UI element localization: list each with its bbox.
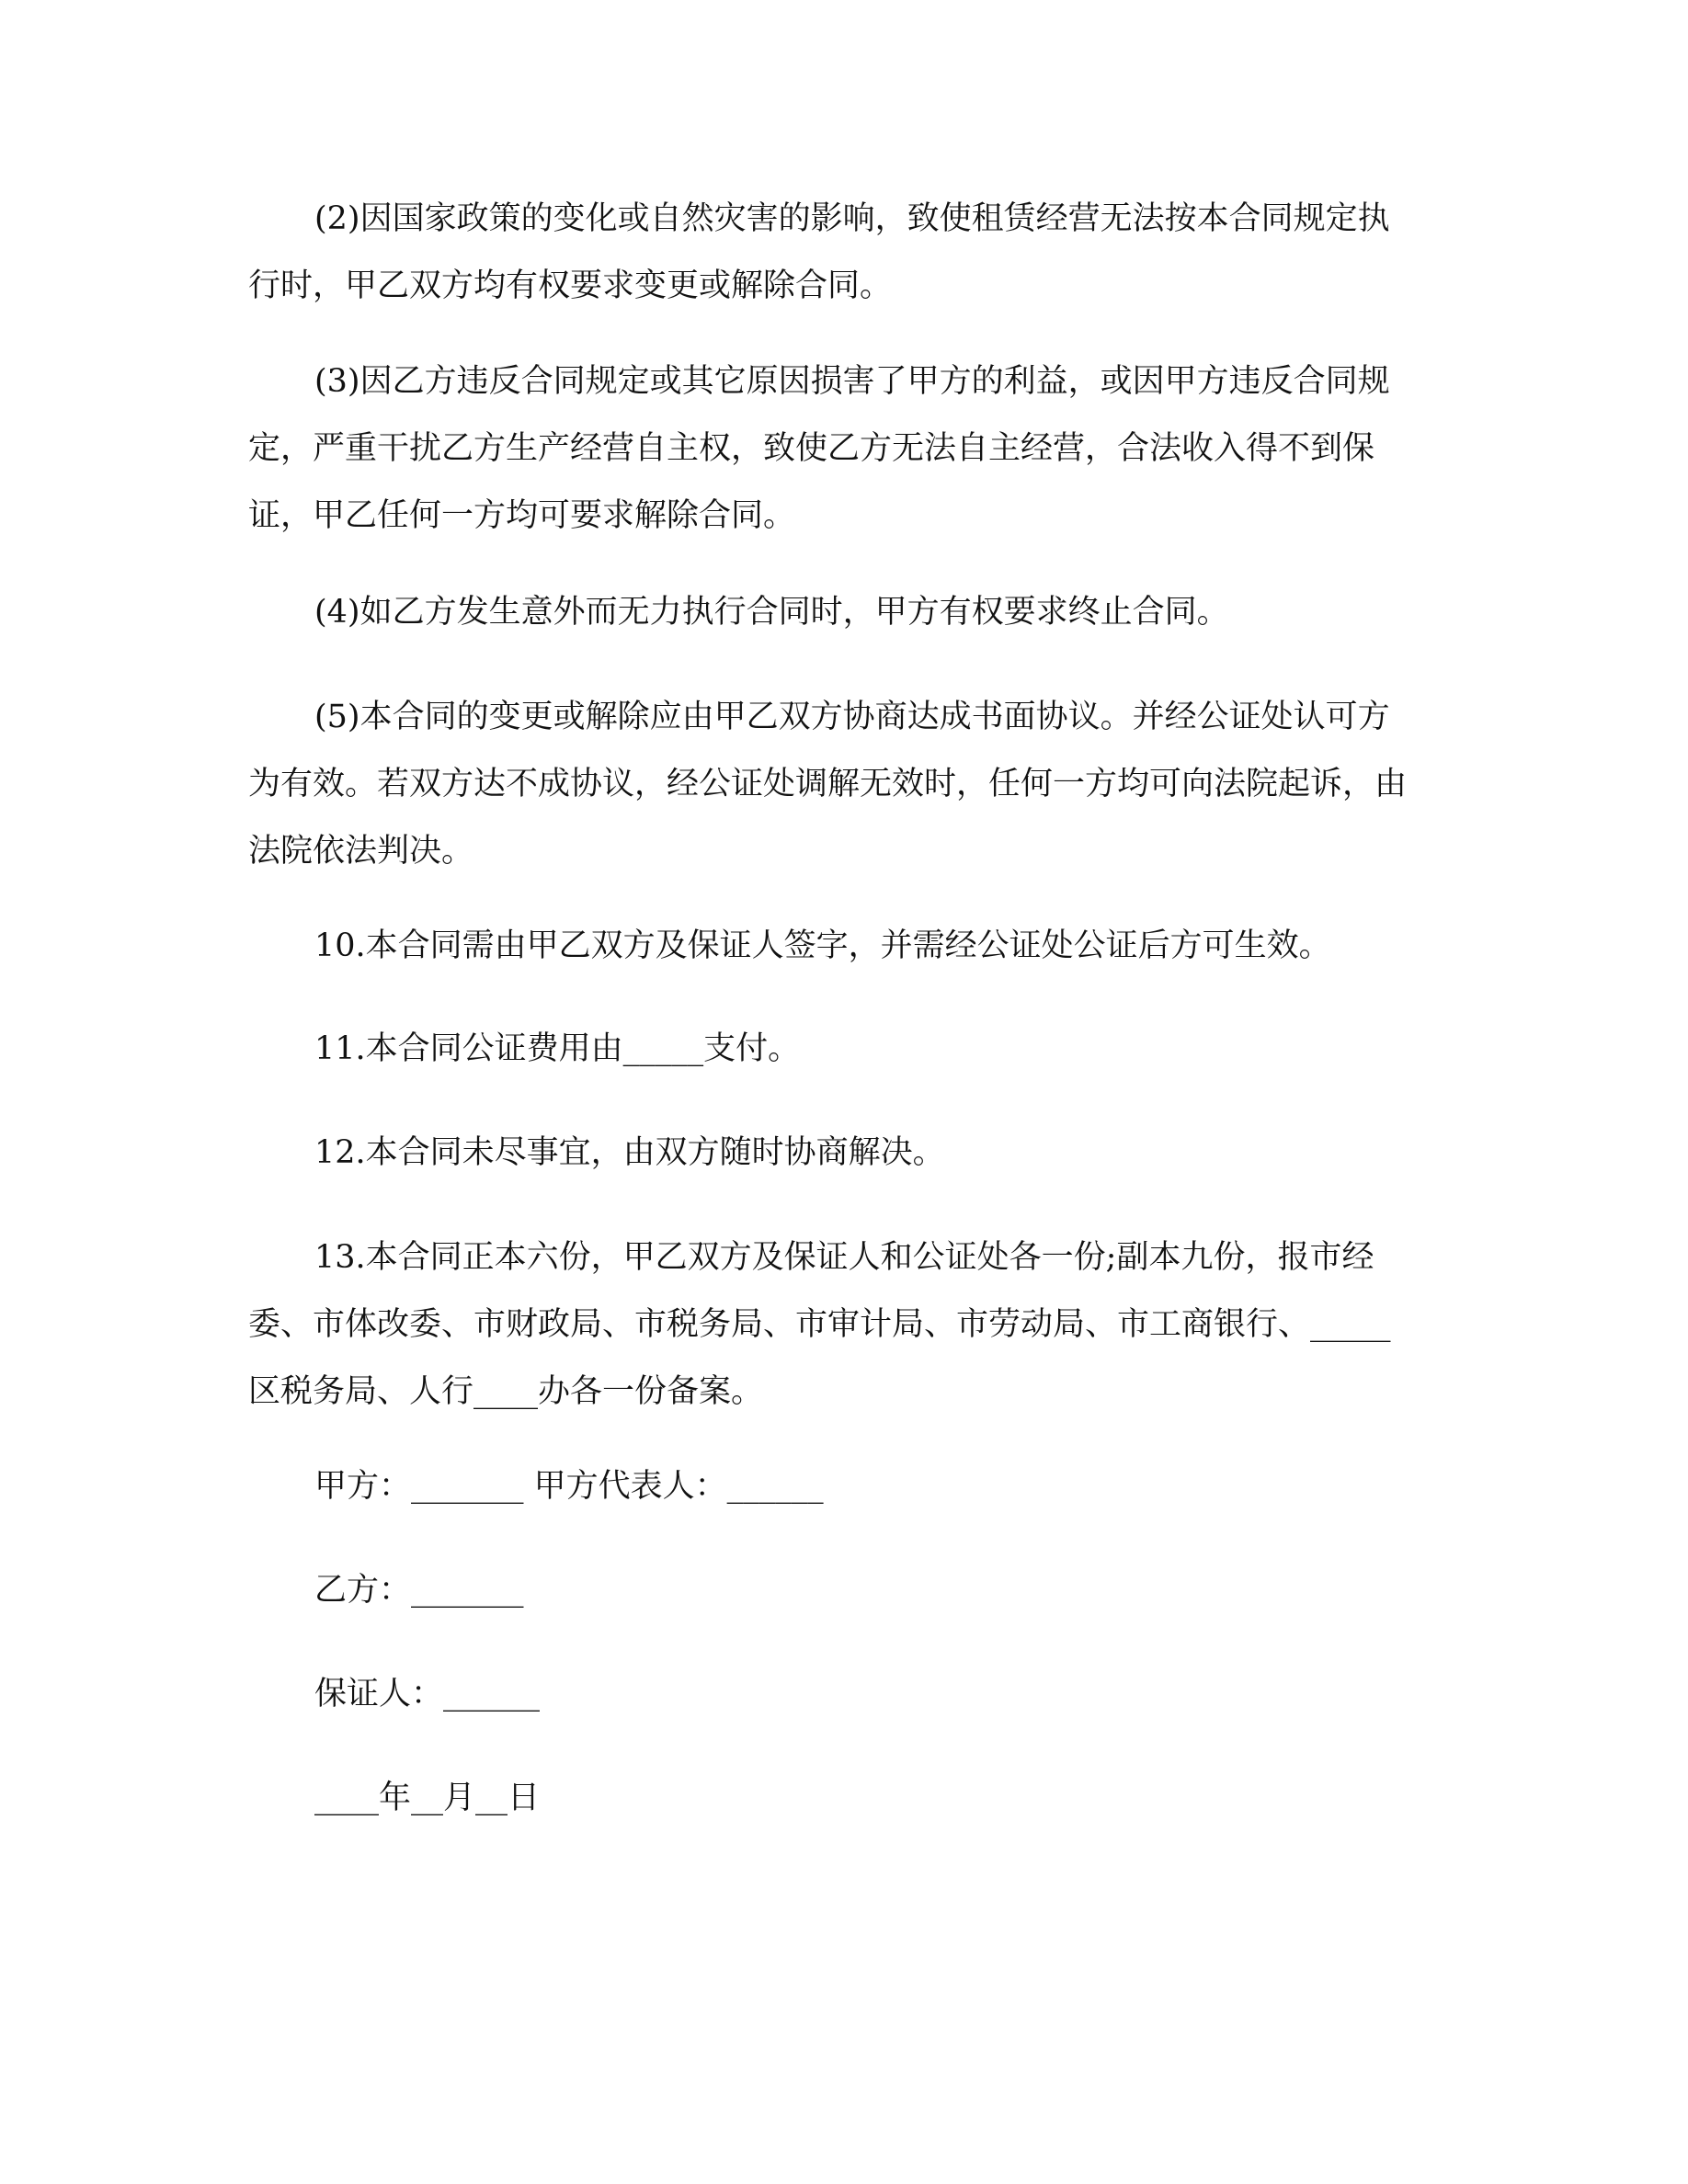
clause-paragraph: [248, 1016, 1443, 1083]
paragraph-line: (2)因国家政策的变化或自然灾害的影响，致使租赁经营无法按本合同规定执: [314, 200, 1390, 237]
paragraph-line: 法院依法判决。: [248, 833, 474, 870]
clause-paragraph: [248, 1120, 1443, 1187]
paragraph-line: (3)因乙方违反合同规定或其它原因损害了甲方的利益，或因甲方违反合同规: [314, 363, 1390, 400]
paragraph-line: 12.本合同未尽事宜，由双方随时协商解决。: [314, 1134, 945, 1171]
party-b-line: 乙方：_______: [314, 1572, 524, 1609]
paragraph-line: (5)本合同的变更或解除应由甲乙双方协商达成书面协议。并经公证处认可方: [314, 699, 1390, 735]
paragraph-line: 13.本合同正本六份，甲乙双方及保证人和公证处各一份;副本九份，报市经: [314, 1239, 1374, 1276]
paragraph-line: 证，甲乙任何一方均可要求解除合同。: [248, 497, 796, 534]
paragraph-line: 区税务局、人行____办各一份备案。: [248, 1373, 764, 1410]
signature-party-a: [248, 1453, 1443, 1520]
clause-paragraph: [248, 684, 1443, 885]
party-a-line: 甲方：_______ 甲方代表人：______: [314, 1468, 824, 1505]
paragraph-line: 行时，甲乙双方均有权要求变更或解除合同。: [248, 267, 893, 304]
paragraph-line: 10.本合同需由甲乙双方及保证人签字，并需经公证处公证后方可生效。: [314, 927, 1331, 964]
paragraph-line: 定，严重干扰乙方生产经营自主权，致使乙方无法自主经营，合法收入得不到保: [248, 430, 1375, 467]
date-line: ____年__月__日: [314, 1780, 541, 1816]
clause-paragraph: [248, 1224, 1443, 1426]
signature-date: [248, 1765, 1443, 1832]
paragraph-line: 为有效。若双方达不成协议，经公证处调解无效时，任何一方均可向法院起诉，由: [248, 766, 1408, 802]
paragraph-line: 11.本合同公证费用由_____支付。: [314, 1030, 801, 1067]
paragraph-line: 委、市体改委、市财政局、市税务局、市审计局、市劳动局、市工商银行、_____: [248, 1306, 1391, 1343]
signature-party-b: [248, 1557, 1443, 1624]
clause-paragraph: [248, 186, 1443, 320]
clause-paragraph: [248, 913, 1443, 980]
paragraph-line: (4)如乙方发生意外而无力执行合同时，甲方有权要求终止合同。: [314, 594, 1229, 631]
clause-paragraph: [248, 579, 1443, 646]
clause-paragraph: [248, 348, 1443, 550]
guarantor-line: 保证人：______: [314, 1676, 541, 1712]
signature-guarantor: [248, 1661, 1443, 1728]
